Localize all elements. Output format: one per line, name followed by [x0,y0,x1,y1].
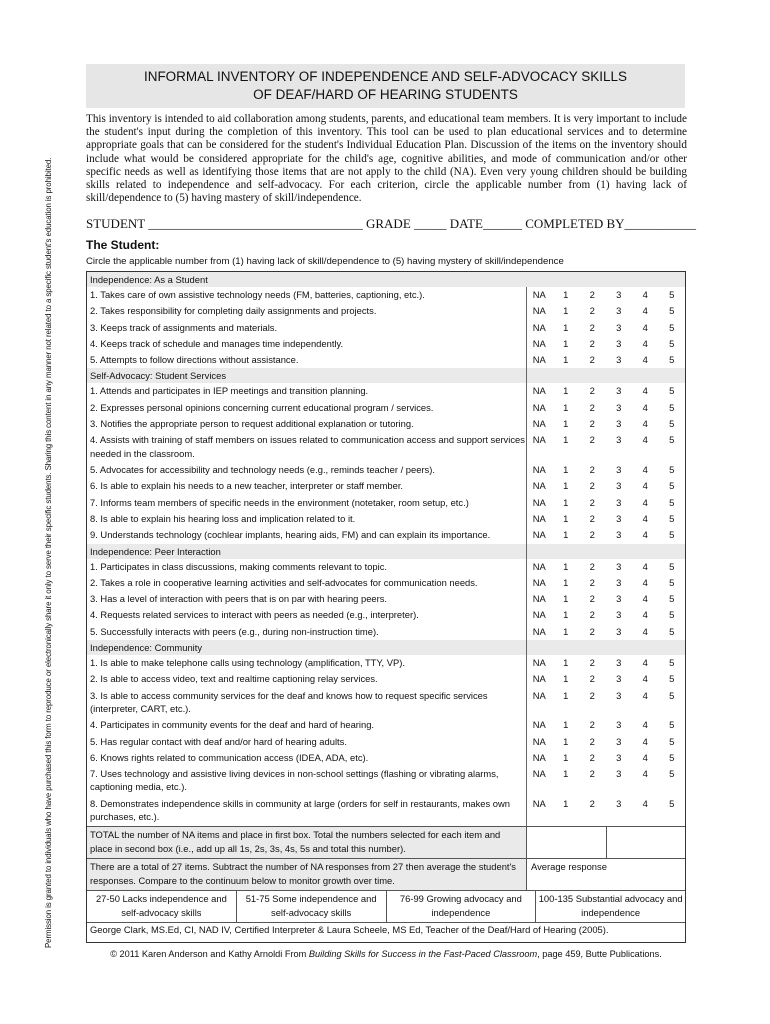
rating-option-2[interactable]: 2 [589,751,595,763]
rating-option-3[interactable]: 3 [616,385,622,397]
rating-option-2[interactable]: 2 [589,337,595,349]
rating-option-2[interactable]: 2 [589,401,595,413]
rating-options [526,671,685,687]
rating-option-2[interactable]: 2 [589,289,595,300]
rating-option-na[interactable]: NA [532,751,546,763]
score-total-box[interactable] [606,827,686,858]
inventory-item-row [87,527,685,543]
instruction-text: Circle the applicable number from (1) having lack of skill/dependence to (5) having mystery of skill/independence [86,256,564,267]
rating-option-3[interactable]: 3 [616,464,622,476]
rating-option-5[interactable]: 5 [669,480,675,492]
rating-options [526,383,685,399]
rating-option-na[interactable]: NA [532,434,546,446]
rating-options [526,527,685,543]
item-text: 5. Advocates for accessibility and technology needs (e.g., reminds teacher / peers). [90,464,435,476]
rating-option-5[interactable]: 5 [669,593,675,605]
rating-option-na[interactable]: NA [532,529,546,541]
rating-options [526,320,685,336]
rating-option-na[interactable]: NA [532,797,546,809]
inventory-item-row [87,750,685,766]
rating-option-5[interactable]: 5 [669,673,675,685]
average-instructions: There are a total of 27 items. Subtract the number of NA responses from 27 then average the student's responses. Compare to the continuum below to monitor growth over time. [87,859,526,890]
rating-option-na[interactable]: NA [532,689,546,701]
inventory-item-row [87,717,685,733]
rating-options [526,559,685,575]
rating-option-3[interactable]: 3 [616,496,622,508]
rating-option-2[interactable]: 2 [589,673,595,685]
rating-option-3[interactable]: 3 [616,657,622,669]
rating-option-3[interactable]: 3 [616,768,622,780]
rating-option-2[interactable]: 2 [589,625,595,637]
item-text: 6. Knows rights related to communication access (IDEA, ADA, etc). [90,751,369,763]
rating-option-na[interactable]: NA [532,418,546,430]
inventory-item-row [87,796,685,826]
book-title: Building Skills for Success in the Fast-Paced Classroom [308,949,538,959]
inventory-item-row [87,511,685,527]
rating-option-4[interactable]: 4 [642,401,648,413]
rating-option-3[interactable]: 3 [616,560,622,572]
rating-option-2[interactable]: 2 [589,689,595,701]
item-text: 4. Participates in community events for the deaf and hard of hearing. [90,719,375,731]
rating-option-3[interactable]: 3 [616,337,622,349]
rating-option-3[interactable]: 3 [616,735,622,747]
rating-option-na[interactable]: NA [532,625,546,637]
rating-option-4[interactable]: 4 [642,434,648,446]
rating-option-5[interactable]: 5 [669,496,675,508]
rating-option-1[interactable]: 1 [563,512,569,524]
rating-option-5[interactable]: 5 [669,609,675,621]
rating-option-4[interactable]: 4 [642,751,648,763]
rating-option-3[interactable]: 3 [616,289,622,300]
rating-option-na[interactable]: NA [532,480,546,492]
rating-option-1[interactable]: 1 [563,689,569,701]
rating-options [526,607,685,623]
item-text: 4. Requests related services to interact with peers as needed (e.g., interpreter). [90,609,419,621]
rating-option-na[interactable]: NA [532,354,546,366]
rating-option-2[interactable]: 2 [589,321,595,333]
rating-option-1[interactable]: 1 [563,625,569,637]
rating-option-1[interactable]: 1 [563,673,569,685]
inventory-item-row [87,462,685,478]
rating-option-4[interactable]: 4 [642,529,648,541]
copyright-suffix: , page 459, Butte Publications. [537,949,662,959]
inventory-item-row [87,607,685,623]
rating-option-1[interactable]: 1 [563,797,569,809]
item-text: 1. Takes care of own assistive technology needs (FM, batteries, captioning, etc.). [90,289,425,300]
rating-option-na[interactable]: NA [532,464,546,476]
rating-options [526,478,685,494]
rating-option-1[interactable]: 1 [563,434,569,446]
inventory-item-row [87,336,685,352]
rating-options [526,655,685,671]
rating-option-1[interactable]: 1 [563,529,569,541]
rating-option-2[interactable]: 2 [589,496,595,508]
rating-option-5[interactable]: 5 [669,529,675,541]
rating-option-1[interactable]: 1 [563,464,569,476]
rating-option-1[interactable]: 1 [563,480,569,492]
item-text: 7. Uses technology and assistive living devices in non-school settings (flashing or vibrating alarms, captioning media, etc.). [90,768,499,793]
rating-option-4[interactable]: 4 [642,337,648,349]
rating-option-4[interactable]: 4 [642,735,648,747]
rating-option-4[interactable]: 4 [642,480,648,492]
rating-option-1[interactable]: 1 [563,337,569,349]
rating-option-1[interactable]: 1 [563,735,569,747]
rating-option-na[interactable]: NA [532,401,546,413]
rating-option-4[interactable]: 4 [642,657,648,669]
rating-option-4[interactable]: 4 [642,512,648,524]
rating-option-1[interactable]: 1 [563,401,569,413]
growth-continuum [87,890,685,922]
item-text: 2. Expresses personal opinions concerning current educational program / services. [90,401,434,413]
inventory-item-row [87,432,685,462]
rating-option-4[interactable]: 4 [642,560,648,572]
rating-option-na[interactable]: NA [532,719,546,731]
continuum-range-3: 76-99 Growing advocacy and independence [386,891,536,922]
rating-option-5[interactable]: 5 [669,512,675,524]
rating-option-4[interactable]: 4 [642,609,648,621]
rating-option-na[interactable]: NA [532,289,546,300]
item-text: 9. Understands technology (cochlear implants, hearing aids, FM) and can explain its importance. [90,529,491,541]
rating-option-3[interactable]: 3 [616,354,622,366]
rating-option-5[interactable]: 5 [669,689,675,701]
rating-option-5[interactable]: 5 [669,321,675,333]
copyright-line [86,949,686,959]
rating-option-1[interactable]: 1 [563,751,569,763]
rating-option-2[interactable]: 2 [589,768,595,780]
rating-option-5[interactable]: 5 [669,305,675,317]
rating-option-4[interactable]: 4 [642,593,648,605]
intro-paragraph: This inventory is intended to aid collaboration among students, parents, and educational team members. It is very important to include the student's input during the completion of this inventory. This tool can be used to plan educational services and to determine appropriate goals that can be considered for the student's Individual Education Plan. Discussion of the items on the inventory should include what would be considered appropriate for the child's age, cognitive abilities, and mode of communication and/or other specific needs as well as identifying those items that are not apply to the child (NA). Even very young children should be building skills related to independence and self-advocacy. For each criterion, circle the applicable number from (1) having lack of skill/dependence to (5) having mastery of skill/independence. [86,113,687,205]
rating-options [526,591,685,607]
rating-option-5[interactable]: 5 [669,735,675,747]
rating-option-2[interactable]: 2 [589,797,595,809]
title-line-2: OF DEAF/HARD OF HEARING STUDENTS [253,87,518,102]
rating-option-na[interactable]: NA [532,560,546,572]
rating-option-3[interactable]: 3 [616,673,622,685]
rating-option-5[interactable]: 5 [669,751,675,763]
rating-option-3[interactable]: 3 [616,751,622,763]
rating-options [526,400,685,416]
rating-option-5[interactable]: 5 [669,434,675,446]
inventory-rows [87,272,685,826]
rating-option-2[interactable]: 2 [589,529,595,541]
continuum-range-2: 51-75 Some independence and self-advocacy skills [236,891,386,922]
inventory-table [86,271,686,943]
rating-options [526,766,685,796]
section-header: Independence: As a Student [87,272,685,287]
rating-option-3[interactable]: 3 [616,305,622,317]
rating-option-5[interactable]: 5 [669,385,675,397]
rating-option-3[interactable]: 3 [616,401,622,413]
inventory-item-row [87,624,685,640]
rating-option-3[interactable]: 3 [616,797,622,809]
rating-option-4[interactable]: 4 [642,496,648,508]
inventory-item-row [87,383,685,399]
rating-option-4[interactable]: 4 [642,464,648,476]
rating-options [526,352,685,368]
rating-option-na[interactable]: NA [532,337,546,349]
rating-option-1[interactable]: 1 [563,593,569,605]
item-text: 3. Keeps track of assignments and materials. [90,321,278,333]
item-text: 1. Is able to make telephone calls using technology (amplification, TTY, VP). [90,657,405,669]
rating-option-1[interactable]: 1 [563,385,569,397]
rating-option-3[interactable]: 3 [616,689,622,701]
rating-option-1[interactable]: 1 [563,418,569,430]
rating-option-na[interactable]: NA [532,321,546,333]
rating-option-5[interactable]: 5 [669,625,675,637]
rating-option-2[interactable]: 2 [589,512,595,524]
rating-option-1[interactable]: 1 [563,560,569,572]
na-total-box[interactable] [526,827,606,858]
continuum-range-4: 100-135 Substantial advocacy and independence [535,891,685,922]
rating-option-2[interactable]: 2 [589,305,595,317]
rating-option-1[interactable]: 1 [563,354,569,366]
rating-option-5[interactable]: 5 [669,401,675,413]
rating-option-3[interactable]: 3 [616,609,622,621]
rating-option-4[interactable]: 4 [642,305,648,317]
column-divider [526,287,527,826]
inventory-item-row [87,495,685,511]
rating-option-5[interactable]: 5 [669,337,675,349]
rating-option-4[interactable]: 4 [642,418,648,430]
rating-option-na[interactable]: NA [532,305,546,317]
item-text: 8. Demonstrates independence skills in community at large (orders for self in restaurants, makes own purchases, etc.). [90,797,510,823]
rating-option-1[interactable]: 1 [563,768,569,780]
rating-option-na[interactable]: NA [532,385,546,397]
rating-option-4[interactable]: 4 [642,289,648,300]
rating-option-5[interactable]: 5 [669,719,675,731]
item-text: 7. Informs team members of specific needs in the environment (notetaker, room setup, etc.) [90,496,469,508]
total-instructions: TOTAL the number of NA items and place in first box. Total the numbers selected for each item and place in second box (i.e., add up all 1s, 2s, 3s, 4s, 5s and total this number). [87,827,526,858]
rating-options [526,688,685,718]
rating-option-3[interactable]: 3 [616,593,622,605]
rating-option-5[interactable]: 5 [669,289,675,300]
rating-option-2[interactable]: 2 [589,735,595,747]
rating-option-2[interactable]: 2 [589,657,595,669]
rating-options [526,796,685,826]
rating-options [526,462,685,478]
rating-option-3[interactable]: 3 [616,625,622,637]
item-text: 5. Has regular contact with deaf and/or hard of hearing adults. [90,735,347,747]
rating-option-2[interactable]: 2 [589,354,595,366]
rating-option-1[interactable]: 1 [563,289,569,300]
rating-options [526,624,685,640]
rating-option-5[interactable]: 5 [669,576,675,588]
rating-option-5[interactable]: 5 [669,464,675,476]
rating-option-na[interactable]: NA [532,512,546,524]
rating-option-2[interactable]: 2 [589,464,595,476]
inventory-item-row [87,320,685,336]
student-info-line[interactable]: STUDENT _________________________________ GRADE _____ DATE______ COMPLETED BY___________ [86,216,697,231]
rating-option-3[interactable]: 3 [616,480,622,492]
rating-options [526,734,685,750]
rating-option-3[interactable]: 3 [616,576,622,588]
inventory-item-row [87,655,685,671]
permission-notice: Permission is granted to individuals who have purchased this form to reproduce or electronically share it only to serve their specific students. Sharing this content in any manner not related to a specific student's education is prohibited. [44,157,53,948]
rating-option-5[interactable]: 5 [669,560,675,572]
rating-options [526,287,685,303]
item-text: 6. Is able to explain his needs to a new teacher, interpreter or staff member. [90,480,404,492]
rating-option-na[interactable]: NA [532,657,546,669]
item-text: 3. Notifies the appropriate person to request additional explanation or tutoring. [90,418,414,430]
copyright-prefix: © 2011 Karen Anderson and Kathy Arnoldi From [110,949,309,959]
inventory-item-row [87,734,685,750]
average-row [87,858,685,890]
author-credit: George Clark, MS.Ed, CI, NAD IV, Certified Interpreter & Laura Scheele, MS Ed, Teacher of the Deaf/Hard of Hearing (2005). [87,922,685,937]
rating-options [526,575,685,591]
rating-option-1[interactable]: 1 [563,305,569,317]
inventory-item-row [87,303,685,319]
rating-option-4[interactable]: 4 [642,625,648,637]
item-text: 5. Successfully interacts with peers (e.g., during non-instruction time). [90,625,379,637]
rating-option-4[interactable]: 4 [642,354,648,366]
rating-options [526,717,685,733]
rating-option-na[interactable]: NA [532,768,546,780]
rating-option-2[interactable]: 2 [589,576,595,588]
rating-option-4[interactable]: 4 [642,719,648,731]
rating-option-4[interactable]: 4 [642,689,648,701]
rating-option-3[interactable]: 3 [616,434,622,446]
inventory-item-row [87,400,685,416]
rating-option-5[interactable]: 5 [669,354,675,366]
inventory-item-row [87,671,685,687]
title-line-1: INFORMAL INVENTORY OF INDEPENDENCE AND SELF-ADVOCACY SKILLS [143,69,628,84]
rating-options [526,495,685,511]
inventory-item-row [87,575,685,591]
inventory-item-row [87,416,685,432]
rating-option-3[interactable]: 3 [616,719,622,731]
rating-option-na[interactable]: NA [532,576,546,588]
rating-option-na[interactable]: NA [532,735,546,747]
item-text: 4. Assists with training of staff members on issues related to communication access and support services needed in the classroom. [90,434,525,459]
item-text: 2. Is able to access video, text and realtime captioning relay services. [90,673,378,685]
rating-option-2[interactable]: 2 [589,609,595,621]
rating-option-4[interactable]: 4 [642,385,648,397]
rating-options [526,511,685,527]
rating-option-3[interactable]: 3 [616,529,622,541]
item-text: 2. Takes responsibility for completing daily assignments and projects. [90,305,377,317]
inventory-item-row [87,591,685,607]
rating-option-na[interactable]: NA [532,609,546,621]
item-text: 5. Attempts to follow directions without assistance. [90,354,299,366]
section-header: Self-Advocacy: Student Services [87,368,685,383]
rating-option-1[interactable]: 1 [563,719,569,731]
rating-option-4[interactable]: 4 [642,797,648,809]
rating-option-3[interactable]: 3 [616,418,622,430]
rating-option-2[interactable]: 2 [589,560,595,572]
item-text: 1. Attends and participates in IEP meetings and transition planning. [90,385,369,397]
inventory-item-row [87,478,685,494]
inventory-item-row [87,559,685,575]
rating-option-2[interactable]: 2 [589,418,595,430]
rating-option-2[interactable]: 2 [589,593,595,605]
rating-option-1[interactable]: 1 [563,609,569,621]
rating-options [526,750,685,766]
item-text: 8. Is able to explain his hearing loss and implication related to it. [90,512,356,524]
page-title [86,64,685,108]
rating-option-5[interactable]: 5 [669,657,675,669]
rating-option-2[interactable]: 2 [589,385,595,397]
rating-option-1[interactable]: 1 [563,321,569,333]
rating-option-1[interactable]: 1 [563,576,569,588]
rating-option-4[interactable]: 4 [642,576,648,588]
section-header: Independence: Peer Interaction [87,544,685,559]
total-row [87,826,685,858]
total-boxes [526,827,685,858]
section-header: Independence: Community [87,640,685,655]
item-text: 1. Participates in class discussions, making comments relevant to topic. [90,560,388,572]
rating-option-4[interactable]: 4 [642,768,648,780]
inventory-item-row [87,688,685,718]
rating-option-na[interactable]: NA [532,496,546,508]
section-heading: The Student: [86,238,160,252]
rating-option-5[interactable]: 5 [669,418,675,430]
rating-options [526,336,685,352]
rating-option-4[interactable]: 4 [642,321,648,333]
rating-options [526,432,685,462]
rating-option-2[interactable]: 2 [589,434,595,446]
rating-option-3[interactable]: 3 [616,512,622,524]
rating-option-1[interactable]: 1 [563,496,569,508]
item-text: 2. Takes a role in cooperative learning activities and self-advocates for communication needs. [90,576,478,588]
rating-option-na[interactable]: NA [532,673,546,685]
average-response-box[interactable]: Average response [526,859,685,890]
rating-option-2[interactable]: 2 [589,719,595,731]
rating-option-na[interactable]: NA [532,593,546,605]
continuum-range-1: 27-50 Lacks independence and self-advocacy skills [95,892,227,918]
inventory-item-row [87,766,685,796]
item-text: 3. Is able to access community services for the deaf and knows how to request specific services (interpreter, CART, etc.). [90,689,488,714]
rating-options [526,303,685,319]
rating-option-5[interactable]: 5 [669,768,675,780]
rating-option-1[interactable]: 1 [563,657,569,669]
rating-option-5[interactable]: 5 [669,797,675,809]
inventory-item-row [87,352,685,368]
item-text: 4. Keeps track of schedule and manages time independently. [90,337,344,349]
inventory-item-row [87,287,685,303]
rating-option-4[interactable]: 4 [642,673,648,685]
item-text: 3. Has a level of interaction with peers that is on par with hearing peers. [90,593,388,605]
rating-options [526,416,685,432]
rating-option-2[interactable]: 2 [589,480,595,492]
rating-option-3[interactable]: 3 [616,321,622,333]
